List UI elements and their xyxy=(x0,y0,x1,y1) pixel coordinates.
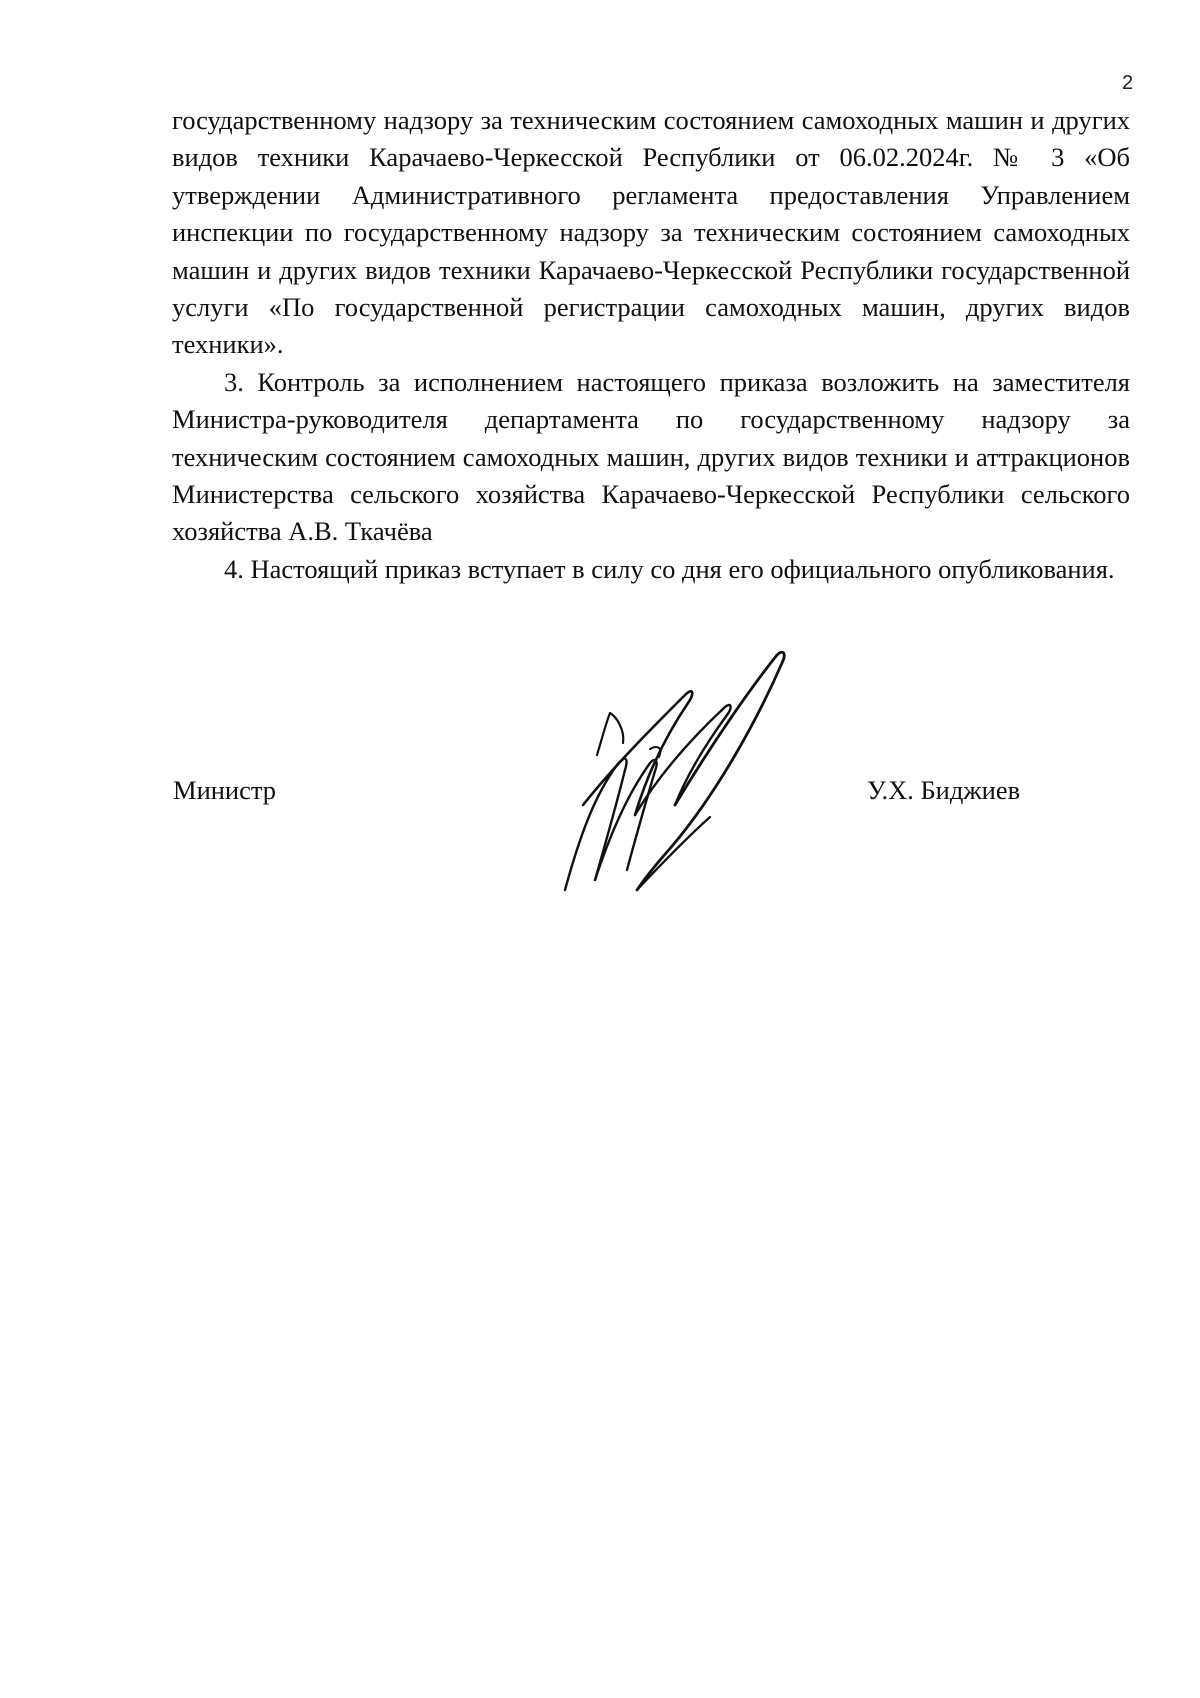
paragraph-item-3: 3. Контроль за исполнением настоящего приказа возложить на заместителя Министра-руководителя департамента по государственному надзору за техническим состоянием самоходных машин, других видов техники и аттракционов Министерства сельского хозяйства Карачаево-Черкесской Республики сельского хозяйства А.В. Ткачёва xyxy=(172,366,1130,547)
document-body xyxy=(172,102,1130,588)
page-number: 2 xyxy=(1122,72,1134,94)
paragraph-item-4: 4. Настоящий приказ вступает в силу со дня его официального опубликования. xyxy=(224,553,1115,584)
signatory-name: У.Х. Биджиев xyxy=(867,775,1021,805)
handwritten-signature xyxy=(555,645,845,905)
signatory-title: Министр xyxy=(173,775,277,805)
paragraph-continuation: государственному надзору за техническим состоянием самоходных машин и других видов техники Карачаево-Черкесской Республики от 06.02.2024г. № 3 «Об утверждении Административного регламента предоставления Управлением инспекции по государственному надзору за техническим состоянием самоходных машин и других видов техники Карачаево-Черкесской Республики государственной услуги «По государственной регистрации самоходных машин, других видов техники». xyxy=(172,105,1130,360)
